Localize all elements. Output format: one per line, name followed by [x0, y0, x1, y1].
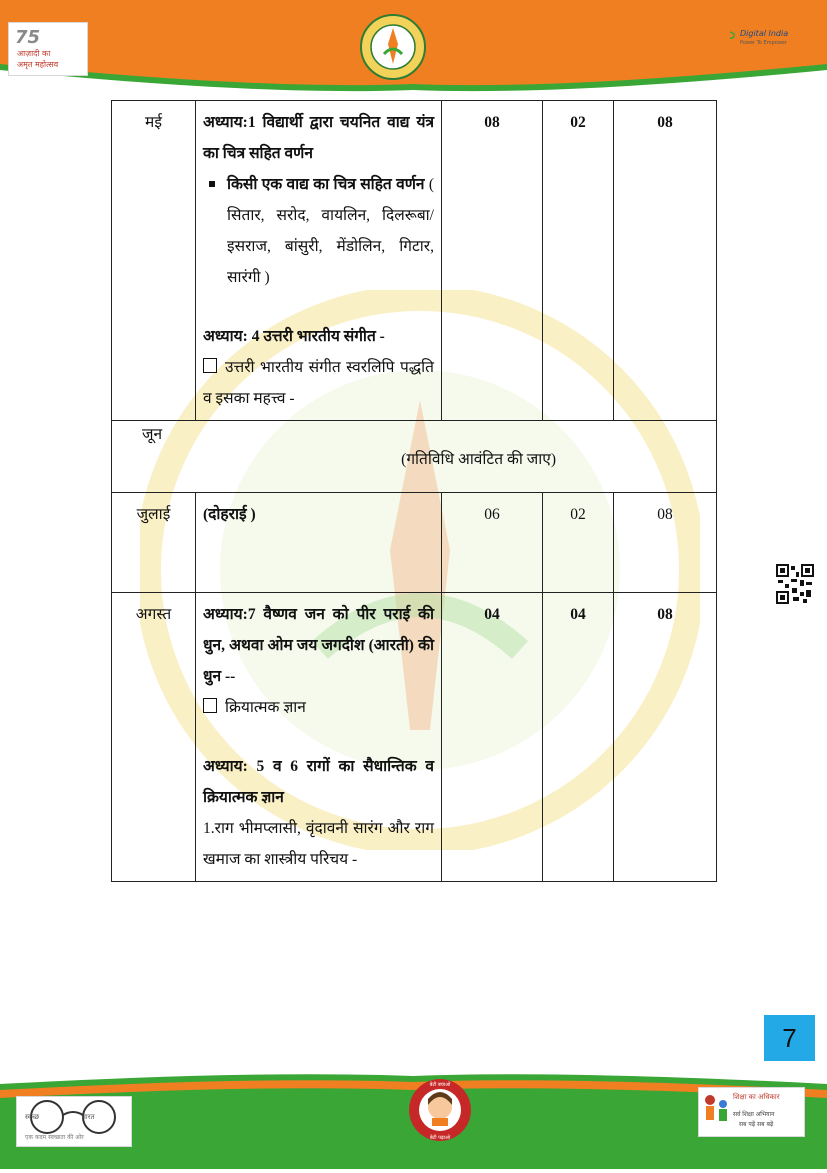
page-number-badge: 7	[764, 1015, 815, 1061]
table-row	[112, 421, 717, 493]
digital-india-title: Digital India	[740, 29, 789, 38]
month-cell: जून	[142, 426, 163, 443]
table-row	[112, 101, 717, 421]
bullet-icon	[209, 181, 215, 187]
digital-india-logo	[726, 25, 796, 57]
children-icon	[701, 1092, 731, 1132]
value-cell: 04	[442, 593, 543, 882]
activity-note: (गतिविधि आवंटित की जाए)	[401, 451, 556, 468]
azadi-75-text: 75	[15, 27, 41, 48]
checkbox-item-text: क्रियात्मक ज्ञान	[225, 699, 306, 716]
month-cell: जुलाई	[112, 493, 196, 593]
digital-india-tagline: Power To Empower	[740, 40, 788, 46]
content-cell	[196, 593, 442, 882]
beti-seal-top-text: बेटी बचाओ	[429, 1082, 451, 1088]
bullet-item	[203, 169, 434, 293]
month-cell: मई	[112, 101, 196, 421]
content-cell: (दोहराई )	[196, 493, 442, 593]
rte-line2: सब पढ़ें सब बढ़ें	[739, 1121, 774, 1128]
azadi-ka-amrit-mahotsav-logo	[8, 22, 88, 76]
swachh-tagline: एक कदम स्वच्छता की ओर	[25, 1134, 84, 1141]
chapter-text: 1.राग भीमप्लासी, वृंदावनी सारंग और राग खमाज का शास्त्रीय परिचय -	[203, 820, 434, 868]
chapter-title: अध्याय: 4 उत्तरी भारतीय संगीत -	[203, 328, 385, 345]
bullet-bold-text: किसी एक वाद्य का चित्र सहित वर्णन	[227, 176, 425, 193]
swachh-bharat-logo	[16, 1096, 132, 1147]
beti-bachao-seal-icon	[408, 1077, 472, 1143]
content-cell	[196, 101, 442, 421]
checkbox-item-text: उत्तरी भारतीय संगीत स्वरलिपि पद्धति व इसका महत्त्व -	[203, 359, 434, 407]
value-cell: 02	[543, 493, 614, 593]
chapter-title: अध्याय:1 विद्यार्थी द्वारा चयनित वाद्य यंत्र का चित्र सहित वर्णन	[203, 114, 434, 162]
value-cell: 06	[442, 493, 543, 593]
value-cell: 08	[442, 101, 543, 421]
digital-india-icon	[726, 28, 738, 42]
checkbox-icon	[203, 358, 217, 373]
chapter-title: अध्याय:7 वैष्णव जन को पीर पराई की धुन, अथवा ओम जय जगदीश (आरती) की धुन --	[203, 606, 434, 685]
table-row	[112, 493, 717, 593]
value-cell: 08	[614, 101, 717, 421]
value-cell: 02	[543, 101, 614, 421]
checkbox-item	[203, 352, 434, 414]
right-to-education-logo	[698, 1087, 805, 1137]
table-row	[112, 593, 717, 882]
chapter-title: अध्याय: 5 व 6 रागों का सैधान्तिक व क्रियात्मक ज्ञान	[203, 758, 434, 806]
value-cell: 04	[543, 593, 614, 882]
beti-seal-bottom-text: बेटी पढ़ाओ	[429, 1135, 451, 1141]
board-seal-icon	[360, 14, 426, 80]
value-cell: 08	[614, 593, 717, 882]
checkbox-item	[203, 692, 434, 723]
checkbox-icon	[203, 698, 217, 713]
bharat-word: भारत	[81, 1113, 95, 1121]
rte-title: शिक्षा का अधिकार	[733, 1093, 780, 1101]
activity-cell	[112, 421, 717, 493]
month-cell: अगस्त	[112, 593, 196, 882]
azadi-line2: अमृत महोत्सव	[17, 60, 59, 69]
qr-code-icon[interactable]	[776, 564, 814, 604]
bullet-text: ( सितार, सरोद, वायलिन, दिलरूबा/इसराज, बांसुरी, मेंडोलिन, गिटार, सारंगी )	[227, 176, 434, 286]
swachh-word: स्वच्छ	[25, 1113, 40, 1121]
value-cell: 08	[614, 493, 717, 593]
rte-line1: सर्व शिक्षा अभियान	[733, 1111, 775, 1118]
azadi-line1: आज़ादी का	[17, 49, 51, 58]
syllabus-table	[111, 100, 717, 882]
